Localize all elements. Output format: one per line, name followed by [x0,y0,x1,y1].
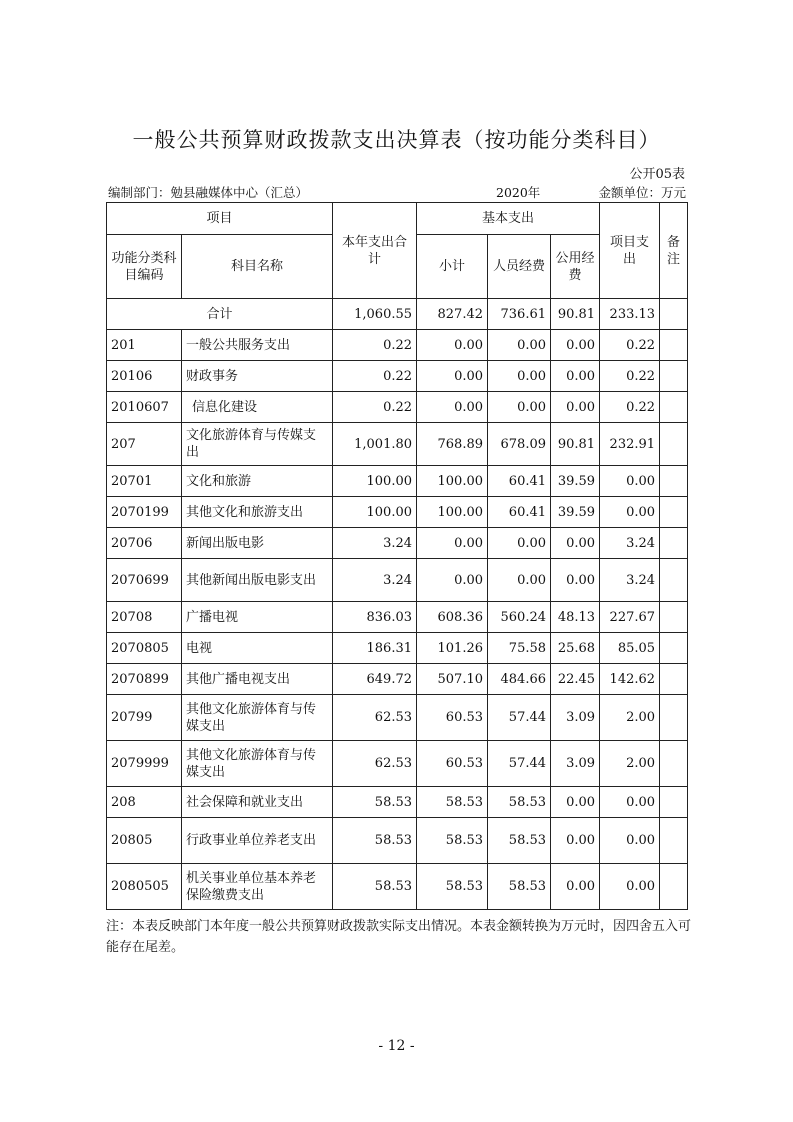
row-project: 227.67 [600,602,660,633]
row-public: 0.00 [551,787,600,818]
row-remark [660,741,688,787]
row-project: 0.00 [600,497,660,528]
header-subtotal: 小计 [417,235,488,299]
row-remark [660,664,688,695]
row-code: 2070699 [107,559,182,602]
header-basic: 基本支出 [417,203,600,235]
row-public: 3.09 [551,695,600,741]
table-row [107,864,688,910]
table-row [107,664,688,695]
row-total: 100.00 [333,466,417,497]
form-number: 公开05表 [629,167,685,182]
table-row [107,633,688,664]
row-public: 0.00 [551,559,600,602]
row-public: 0.00 [551,361,600,392]
row-name: 行政事业单位养老支出 [182,818,333,864]
row-total: 62.53 [333,695,417,741]
row-total: 58.53 [333,864,417,910]
row-remark [660,423,688,466]
row-remark [660,330,688,361]
row-name: 文化和旅游 [182,466,333,497]
row-code: 20708 [107,602,182,633]
row-public: 39.59 [551,497,600,528]
row-name: 其他文化和旅游支出 [182,497,333,528]
row-code: 2080505 [107,864,182,910]
meta-line [106,183,686,201]
row-code: 20106 [107,361,182,392]
total-row [107,299,688,330]
row-total: 0.22 [333,392,417,423]
row-code: 2010607 [107,392,182,423]
row-code: 20706 [107,528,182,559]
row-project: 2.00 [600,741,660,787]
row-remark [660,695,688,741]
row-total: 1,001.80 [333,423,417,466]
row-personnel: 0.00 [488,330,551,361]
header-name: 科目名称 [182,235,333,299]
row-name: 社会保障和就业支出 [182,787,333,818]
row-project: 0.00 [600,864,660,910]
row-remark [660,787,688,818]
row-total: 58.53 [333,787,417,818]
row-personnel: 58.53 [488,787,551,818]
row-subtotal: 0.00 [417,361,488,392]
row-personnel: 484.66 [488,664,551,695]
row-remark [660,528,688,559]
dept-label: 编制部门：勉县融媒体中心（汇总） [108,185,309,200]
row-name: 其他新闻出版电影支出 [182,559,333,602]
header-total: 本年支出合计 [333,203,417,299]
row-public: 0.00 [551,330,600,361]
row-public: 0.00 [551,392,600,423]
header-public: 公用经费 [551,235,600,299]
header-code: 功能分类科目编码 [107,235,182,299]
row-total: 100.00 [333,497,417,528]
header-project: 项目支出 [600,203,660,299]
row-remark [660,392,688,423]
row-personnel: 58.53 [488,864,551,910]
row-name: 其他文化旅游体育与传媒支出 [182,695,333,741]
row-name: 其他广播电视支出 [182,664,333,695]
table-row [107,602,688,633]
page-title: 一般公共预算财政拨款支出决算表（按功能分类科目） [132,128,661,152]
table-row [107,559,688,602]
row-subtotal: 0.00 [417,559,488,602]
row-project: 85.05 [600,633,660,664]
row-name: 信息化建设 [182,392,333,423]
total-amount: 1,060.55 [333,299,417,330]
year-label: 2020年 [496,185,541,200]
row-name: 电视 [182,633,333,664]
row-code: 20799 [107,695,182,741]
row-project: 0.00 [600,466,660,497]
row-public: 22.45 [551,664,600,695]
total-project: 233.13 [600,299,660,330]
row-code: 2079999 [107,741,182,787]
row-code: 208 [107,787,182,818]
row-name: 广播电视 [182,602,333,633]
table-row [107,466,688,497]
row-total: 0.22 [333,361,417,392]
table-row [107,741,688,787]
row-personnel: 57.44 [488,695,551,741]
row-remark [660,633,688,664]
row-personnel: 0.00 [488,392,551,423]
header-remark: 备注 [660,203,688,299]
row-project: 142.62 [600,664,660,695]
row-name: 机关事业单位基本养老保险缴费支出 [182,864,333,910]
row-total: 649.72 [333,664,417,695]
row-remark [660,497,688,528]
table-row [107,361,688,392]
row-total: 3.24 [333,559,417,602]
table-row [107,818,688,864]
row-name: 一般公共服务支出 [182,330,333,361]
total-remark [660,299,688,330]
row-name: 财政事务 [182,361,333,392]
row-subtotal: 0.00 [417,392,488,423]
row-public: 25.68 [551,633,600,664]
row-public: 39.59 [551,466,600,497]
row-subtotal: 101.26 [417,633,488,664]
row-subtotal: 507.10 [417,664,488,695]
row-project: 0.22 [600,392,660,423]
row-personnel: 0.00 [488,559,551,602]
row-public: 0.00 [551,528,600,559]
header-personnel: 人员经费 [488,235,551,299]
row-public: 90.81 [551,423,600,466]
row-subtotal: 60.53 [417,695,488,741]
total-public: 90.81 [551,299,600,330]
row-total: 3.24 [333,528,417,559]
row-project: 0.00 [600,787,660,818]
row-subtotal: 58.53 [417,818,488,864]
unit-label: 金额单位：万元 [598,185,686,200]
row-name: 文化旅游体育与传媒支出 [182,423,333,466]
row-subtotal: 100.00 [417,497,488,528]
row-personnel: 58.53 [488,818,551,864]
row-total: 836.03 [333,602,417,633]
row-total: 186.31 [333,633,417,664]
row-personnel: 0.00 [488,361,551,392]
row-remark [660,361,688,392]
table-row [107,787,688,818]
total-subtotal: 827.42 [417,299,488,330]
row-remark [660,466,688,497]
header-item: 项目 [107,203,333,235]
row-project: 0.00 [600,818,660,864]
row-name: 新闻出版电影 [182,528,333,559]
row-total: 62.53 [333,741,417,787]
row-remark [660,818,688,864]
row-personnel: 0.00 [488,528,551,559]
row-subtotal: 100.00 [417,466,488,497]
table-row [107,528,688,559]
row-code: 2070899 [107,664,182,695]
row-code: 20701 [107,466,182,497]
row-code: 207 [107,423,182,466]
row-total: 0.22 [333,330,417,361]
row-subtotal: 608.36 [417,602,488,633]
row-public: 0.00 [551,818,600,864]
row-personnel: 560.24 [488,602,551,633]
table-row [107,423,688,466]
row-code: 20805 [107,818,182,864]
row-personnel: 57.44 [488,741,551,787]
row-subtotal: 60.53 [417,741,488,787]
footnote: 注：本表反映部门本年度一般公共预算财政拨款实际支出情况。本表金额转换为万元时，因四舍五入可能存在尾差。 [106,919,692,955]
row-personnel: 60.41 [488,466,551,497]
table-row [107,695,688,741]
row-code: 201 [107,330,182,361]
total-label: 合计 [107,299,333,330]
row-subtotal: 58.53 [417,787,488,818]
row-project: 3.24 [600,528,660,559]
row-subtotal: 0.00 [417,330,488,361]
total-personnel: 736.61 [488,299,551,330]
expenditure-table [106,202,688,910]
row-personnel: 678.09 [488,423,551,466]
page-number: - 12 - [378,1038,415,1054]
table-row [107,497,688,528]
row-public: 48.13 [551,602,600,633]
row-personnel: 75.58 [488,633,551,664]
row-project: 232.91 [600,423,660,466]
row-project: 0.22 [600,330,660,361]
table-row [107,392,688,423]
row-subtotal: 58.53 [417,864,488,910]
row-public: 0.00 [551,864,600,910]
row-project: 0.22 [600,361,660,392]
row-total: 58.53 [333,818,417,864]
row-subtotal: 0.00 [417,528,488,559]
row-subtotal: 768.89 [417,423,488,466]
row-code: 2070199 [107,497,182,528]
row-name: 其他文化旅游体育与传媒支出 [182,741,333,787]
row-public: 3.09 [551,741,600,787]
row-remark [660,864,688,910]
row-project: 3.24 [600,559,660,602]
row-personnel: 60.41 [488,497,551,528]
row-remark [660,602,688,633]
row-project: 2.00 [600,695,660,741]
table-row [107,330,688,361]
row-remark [660,559,688,602]
row-code: 2070805 [107,633,182,664]
